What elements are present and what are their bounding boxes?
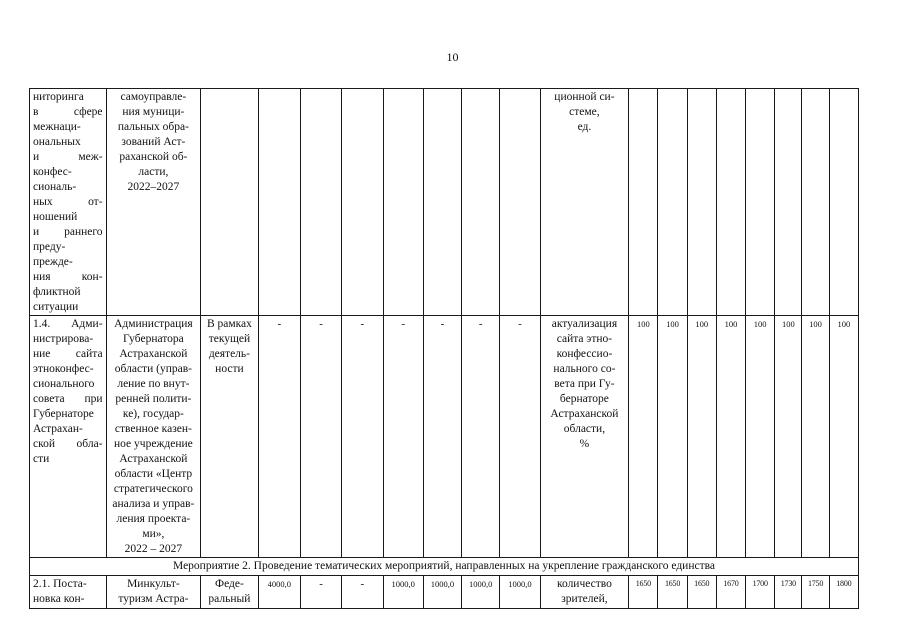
value-cell: 1800 bbox=[829, 576, 858, 609]
funding-cell: - bbox=[342, 316, 383, 558]
funding-cell: - bbox=[383, 316, 423, 558]
funding-cell bbox=[423, 89, 461, 316]
program-table bbox=[29, 88, 859, 609]
table-row bbox=[30, 576, 859, 609]
value-cell: 1750 bbox=[802, 576, 829, 609]
funding-cell: 1000,0 bbox=[423, 576, 461, 609]
funding-cell: - bbox=[258, 316, 300, 558]
value-cell bbox=[775, 89, 802, 316]
funding-cell: 4000,0 bbox=[258, 576, 300, 609]
value-cell: 1650 bbox=[687, 576, 716, 609]
executor-cell: Администрация Губернатора Астраханской области (управ- ление по внут- ренней полити- ке), государ- ственное казен- ное учреждение Астраханской области «Центр стратегического анализа и управ- ления проекта- ми», 2022 – 2027 bbox=[106, 316, 201, 558]
value-cell bbox=[829, 89, 858, 316]
page-number: 10 bbox=[446, 50, 459, 64]
funding-cell bbox=[383, 89, 423, 316]
funding-cell: - bbox=[300, 576, 341, 609]
value-cell bbox=[746, 89, 775, 316]
value-cell: 1650 bbox=[629, 576, 658, 609]
value-cell bbox=[629, 89, 658, 316]
value-cell: 100 bbox=[746, 316, 775, 558]
funding-cell bbox=[342, 89, 383, 316]
value-cell: 100 bbox=[775, 316, 802, 558]
funding-cell bbox=[462, 89, 500, 316]
value-cell bbox=[658, 89, 687, 316]
value-cell: 1670 bbox=[716, 576, 745, 609]
table-row bbox=[30, 558, 859, 576]
funding-cell: 1000,0 bbox=[462, 576, 500, 609]
indicator-cell: актуализация сайта этно- конфессио- нального со- вета при Гу- бернаторе Астраханской области, % bbox=[540, 316, 629, 558]
funding-cell bbox=[300, 89, 341, 316]
funding-cell: - bbox=[300, 316, 341, 558]
activity-name-cell: 1.4. Адми- нистрирова- ние сайта этноконфес- сионального совета при Губернаторе Астрахан- ской обла- сти bbox=[30, 316, 107, 558]
executor-cell: самоуправле- ния муници- пальных обра- зований Аст- раханской об- ласти, 2022–2027 bbox=[106, 89, 201, 316]
value-cell: 100 bbox=[687, 316, 716, 558]
indicator-cell: количество зрителей, bbox=[540, 576, 629, 609]
table-row bbox=[30, 89, 859, 316]
activity-name-cell: 2.1. Поста- новка кон- bbox=[30, 576, 107, 609]
value-cell bbox=[802, 89, 829, 316]
value-cell: 1700 bbox=[746, 576, 775, 609]
executor-cell: Минкульт- туризм Астра- bbox=[106, 576, 201, 609]
funding-cell: - bbox=[500, 316, 540, 558]
funding-cell: 1000,0 bbox=[383, 576, 423, 609]
value-cell: 100 bbox=[829, 316, 858, 558]
table-row bbox=[30, 316, 859, 558]
funding-source-cell: Феде- ральный bbox=[201, 576, 258, 609]
funding-cell: - bbox=[342, 576, 383, 609]
event-header: Мероприятие 2. Проведение тематических мероприятий, направленных на укрепление гражданского единства bbox=[30, 558, 859, 576]
funding-cell: 1000,0 bbox=[500, 576, 540, 609]
value-cell bbox=[687, 89, 716, 316]
value-cell bbox=[716, 89, 745, 316]
funding-cell bbox=[258, 89, 300, 316]
value-cell: 1730 bbox=[775, 576, 802, 609]
value-cell: 100 bbox=[802, 316, 829, 558]
indicator-cell: ционной си- стеме, ед. bbox=[540, 89, 629, 316]
value-cell: 100 bbox=[716, 316, 745, 558]
value-cell: 100 bbox=[658, 316, 687, 558]
value-cell: 100 bbox=[629, 316, 658, 558]
funding-source-cell: В рамках текущей деятель- ности bbox=[201, 316, 258, 558]
value-cell: 1650 bbox=[658, 576, 687, 609]
funding-cell: - bbox=[462, 316, 500, 558]
funding-cell bbox=[500, 89, 540, 316]
funding-cell: - bbox=[423, 316, 461, 558]
activity-name-cell: ниторинга в сфере межнаци- ональных и меж- конфес- сиональ- ных от- ношений и раннего преду- прежде- ния кон- фликтной ситуации bbox=[30, 89, 107, 316]
funding-source-cell bbox=[201, 89, 258, 316]
